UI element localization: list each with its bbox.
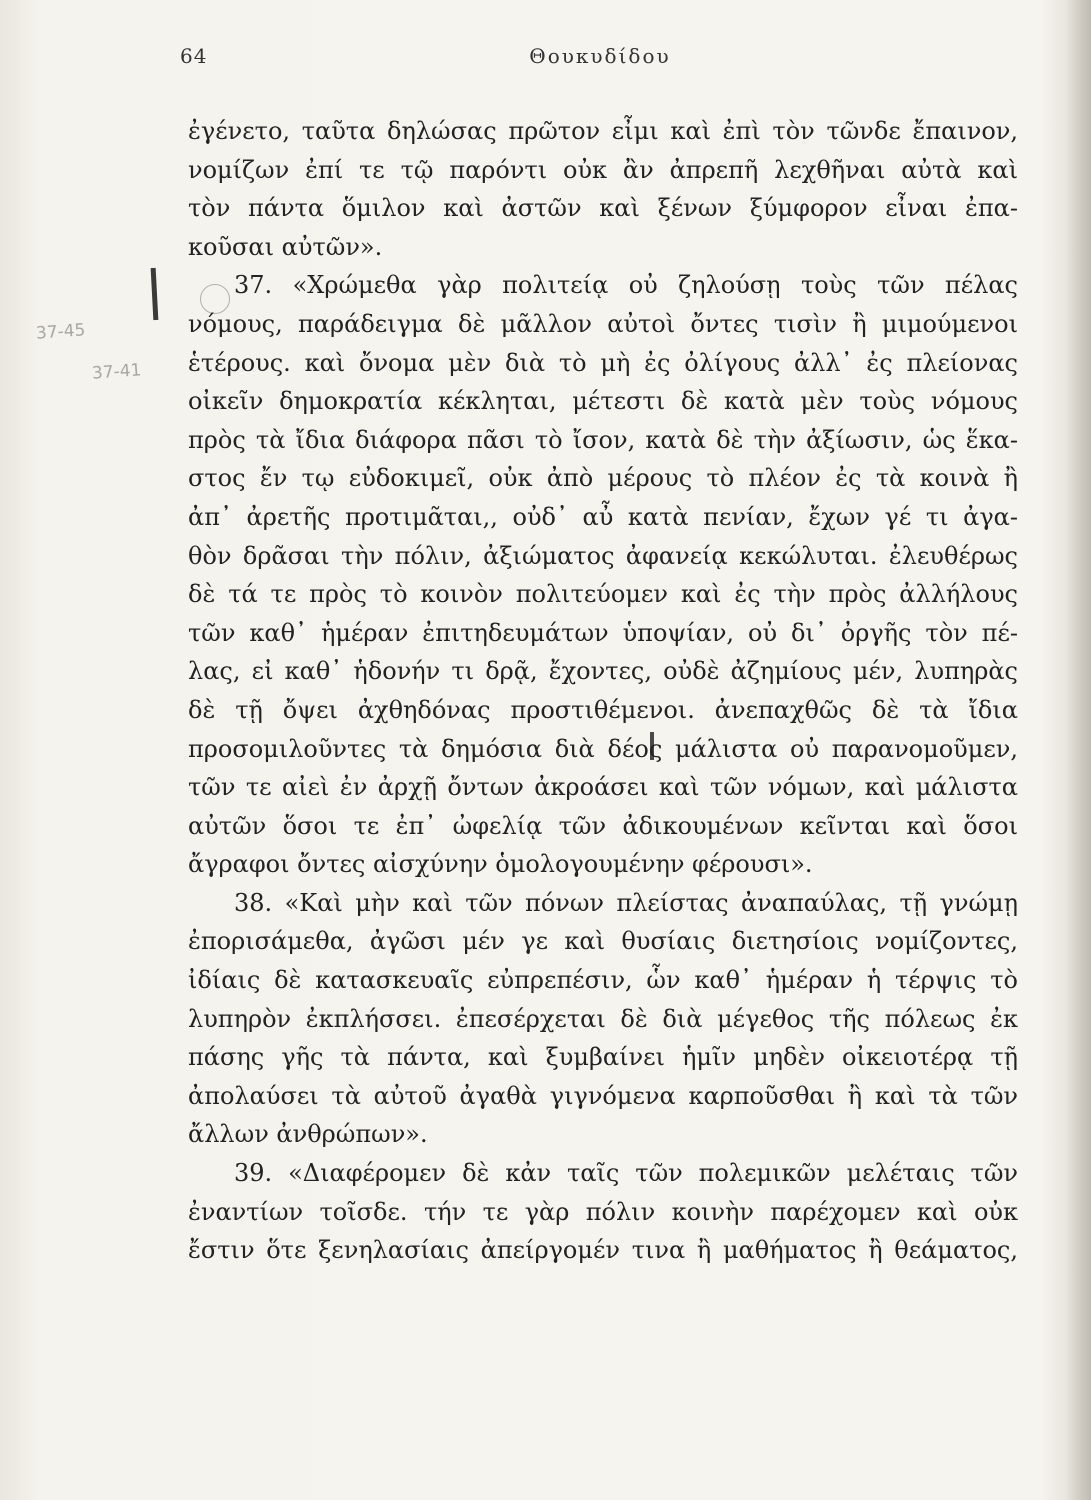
text-line: νόμους, παράδειγμα δὲ μᾶλλον αὐτοὶ ὄντες τισὶν ἢ μιμούμενοι bbox=[188, 309, 1018, 338]
text-line: αὐτῶν ὅσοι τε ἐπ᾽ ὠφελίᾳ τῶν ἀδικουμένων κεῖνται καὶ ὅσοι bbox=[188, 811, 1018, 840]
text-line: τῶν καθ᾽ ἡμέραν ἐπιτηδευμάτων ὑποψίαν, οὐ δι᾽ ὀργῆς τὸν πέ- bbox=[188, 618, 1018, 647]
text-line: προσομιλοῦντες τὰ δημόσια διὰ δέος μάλιστα οὐ παρανομοῦμεν, bbox=[188, 734, 1018, 763]
text-line: ἀπολαύσει τὰ αὐτοῦ ἀγαθὰ γιγνόμενα καρποῦσθαι ἢ καὶ τὰ τῶν bbox=[188, 1081, 1018, 1110]
margin-vertical-bar bbox=[151, 268, 159, 320]
text-line: νομίζων ἐπί τε τῷ παρόντι οὐκ ἂν ἀπρεπῆ λεχθῆναι αὐτὰ καὶ bbox=[188, 155, 1018, 184]
margin-note: 37-41 bbox=[91, 360, 143, 384]
text-line: ἰδίαις δὲ κατασκευαῖς εὐπρεπέσιν, ὧν καθ᾽ ἡμέραν ἡ τέρψις τὸ bbox=[188, 966, 1018, 995]
text-line: ἄλλων ἀνθρώπων». bbox=[188, 1120, 428, 1149]
text-line: τὸν πάντα ὅμιλον καὶ ἀστῶν καὶ ξένων ξύμφορον εἶναι ἐπα- bbox=[188, 194, 1018, 223]
text-line: δὲ τῇ ὄψει ἀχθηδόνας προστιθέμενοι. ἀνεπαχθῶς δὲ τὰ ἴδια bbox=[188, 695, 1018, 724]
text-line: κοῦσαι αὐτῶν». bbox=[188, 232, 383, 261]
section-39-start: 39. «Διαφέρομεν δὲ κἀν ταῖς τῶν πολεμικῶν μελέταις τῶν bbox=[234, 1159, 1018, 1188]
section-37-start: 37. «Χρώμεθα γὰρ πολιτείᾳ οὐ ζηλούσῃ τοὺς τῶν πέλας bbox=[234, 271, 1018, 300]
text-line: ἐπορισάμεθα, ἀγῶσι μέν γε καὶ θυσίαις διετησίοις νομίζοντες, bbox=[188, 927, 1018, 956]
text-line: λας, εἰ καθ᾽ ἡδονήν τι δρᾷ, ἔχοντες, οὐδὲ ἀζημίους μέν, λυπηρὰς bbox=[188, 657, 1018, 686]
text-line: ἐγένετο, ταῦτα δηλώσας πρῶτον εἶμι καὶ ἐπὶ τὸν τῶνδε ἔπαινον, bbox=[188, 117, 1018, 145]
text-line: ἀπ᾽ ἀρετῆς προτιμᾶται,, οὐδ᾽ αὖ κατὰ πενίαν, ἔχων γέ τι ἀγα- bbox=[188, 502, 1018, 531]
binding-edge-shadow bbox=[1065, 0, 1091, 1500]
running-title: Θουκυδίδου bbox=[529, 44, 671, 68]
section-38-start: 38. «Καὶ μὴν καὶ τῶν πόνων πλείστας ἀναπαύλας, τῇ γνώμῃ bbox=[234, 888, 1018, 917]
text-line: λυπηρὸν ἐκπλήσσει. ἐπεσέρχεται δὲ διὰ μέγεθος τῆς πόλεως ἐκ bbox=[188, 1004, 1018, 1033]
body-text bbox=[188, 112, 1018, 1270]
text-line: ἑτέρους. καὶ ὄνομα μὲν διὰ τὸ μὴ ἐς ὀλίγους ἀλλ᾽ ἐς πλείονας bbox=[188, 348, 1018, 377]
text-line: πάσης γῆς τὰ πάντα, καὶ ξυμβαίνει ἡμῖν μηδὲν οἰκειοτέρᾳ τῇ bbox=[188, 1043, 1018, 1072]
text-line: ἐναντίων τοῖσδε. τήν τε γὰρ πόλιν κοινὴν παρέχομεν καὶ οὐκ bbox=[188, 1197, 1018, 1226]
margin-note: 37-45 bbox=[35, 320, 87, 344]
text-line: στος ἔν τῳ εὐδοκιμεῖ, οὐκ ἀπὸ μέρους τὸ πλέον ἐς τὰ κοινὰ ἢ bbox=[188, 464, 1018, 493]
page-number: 64 bbox=[180, 44, 208, 68]
text-line: ἄγραφοι ὄντες αἰσχύνην ὁμολογουμένην φέρουσι». bbox=[188, 850, 813, 879]
text-line: τῶν τε αἰεὶ ἐν ἀρχῇ ὄντων ἀκροάσει καὶ τῶν νόμων, καὶ μάλιστα bbox=[188, 773, 1018, 802]
text-line: πρὸς τὰ ἴδια διάφορα πᾶσι τὸ ἴσον, κατὰ δὲ τὴν ἀξίωσιν, ὡς ἕκα- bbox=[188, 425, 1018, 454]
text-line: δὲ τά τε πρὸς τὸ κοινὸν πολιτεύομεν καὶ ἐς τὴν πρὸς ἀλλήλους bbox=[188, 580, 1018, 609]
text-line: θὸν δρᾶσαι τὴν πόλιν, ἀξιώματος ἀφανείᾳ κεκώλυται. ἐλευθέρως bbox=[188, 541, 1018, 570]
page-header bbox=[180, 44, 1020, 80]
text-line: ἔστιν ὅτε ξενηλασίαις ἀπείργομέν τινα ἢ μαθήματος ἢ θεάματος, bbox=[188, 1236, 1018, 1265]
text-line: οἰκεῖν δημοκρατία κέκληται, μέτεστι δὲ κατὰ μὲν τοὺς νόμους bbox=[188, 387, 1018, 416]
